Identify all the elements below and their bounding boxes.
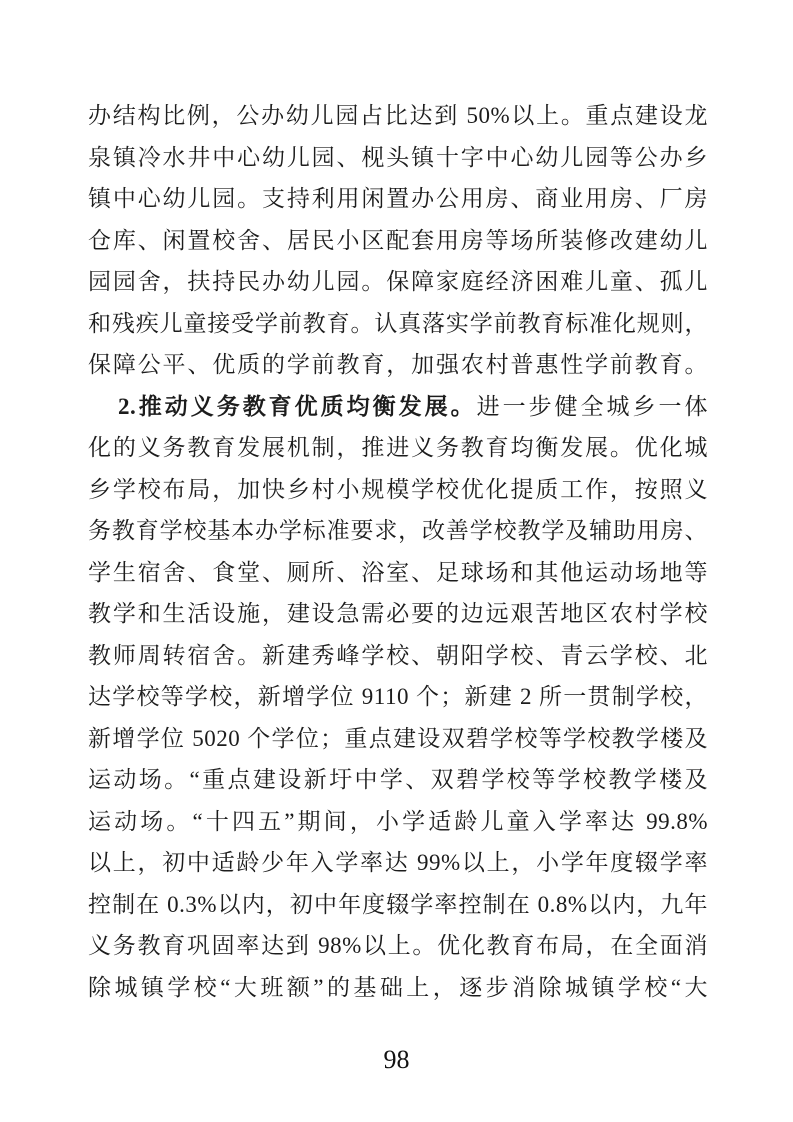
text-line: 运动场。“十四五”期间，小学适龄儿童入学率达 99.8% [88, 808, 708, 834]
text-line: 达学校等学校，新增学位 9110 个；新建 2 所一贯制学校， [88, 684, 708, 709]
text-line: 保障公平、优质的学前教育，加强农村普惠性学前教育。 [88, 352, 708, 377]
text-line: 运动场。“重点建设新圩中学、双碧学校等学校教学楼及 [88, 767, 708, 792]
text-body [88, 95, 708, 1008]
text-line: 2.推动义务教育优质均衡发展。进一步健全城乡一体 [118, 393, 709, 419]
text-line: 控制在 0.3%以内，初中年度辍学率控制在 0.8%以内，九年 [88, 891, 708, 917]
bold-heading-segment: 2.推动义务教育优质均衡发展。 [118, 393, 477, 419]
text-line: 泉镇冷水井中心幼儿园、枧头镇十字中心幼儿园等公办乡 [88, 144, 708, 170]
text-line: 学生宿舍、食堂、厕所、浴室、足球场和其他运动场地等 [88, 559, 708, 585]
text-line: 仓库、闲置校舍、居民小区配套用房等场所装修改建幼儿 [88, 227, 708, 253]
text-line: 镇中心幼儿园。支持利用闲置办公用房、商业用房、厂房 [88, 186, 708, 211]
page-number: 98 [383, 1045, 410, 1074]
text-line: 和残疾儿童接受学前教育。认真落实学前教育标准化规则， [88, 310, 708, 336]
text-line: 除城镇学校“大班额”的基础上，逐步消除城镇学校“大 [88, 974, 708, 1000]
text-line: 乡学校布局，加快乡村小规模学校优化提质工作，按照义 [88, 476, 708, 502]
text-line: 以上，初中适龄少年入学率达 99%以上，小学年度辍学率 [88, 850, 708, 875]
text-line: 办结构比例，公办幼儿园占比达到 50%以上。重点建设龙 [88, 103, 708, 128]
text-line: 务教育学校基本办学标准要求，改善学校教学及辅助用房、 [88, 518, 708, 543]
text-line: 新增学位 5020 个学位；重点建设双碧学校等学校教学楼及 [88, 725, 708, 751]
text-line: 教师周转宿舍。新建秀峰学校、朝阳学校、青云学校、北 [88, 642, 708, 668]
text-line: 园园舍，扶持民办幼儿园。保障家庭经济困难儿童、孤儿 [88, 269, 708, 294]
text-line: 化的义务教育发展机制，推进义务教育均衡发展。优化城 [88, 435, 708, 460]
text-line: 义务教育巩固率达到 98%以上。优化教育布局，在全面消 [88, 933, 708, 958]
text-line: 教学和生活设施，建设急需必要的边远艰苦地区农村学校 [88, 601, 708, 626]
